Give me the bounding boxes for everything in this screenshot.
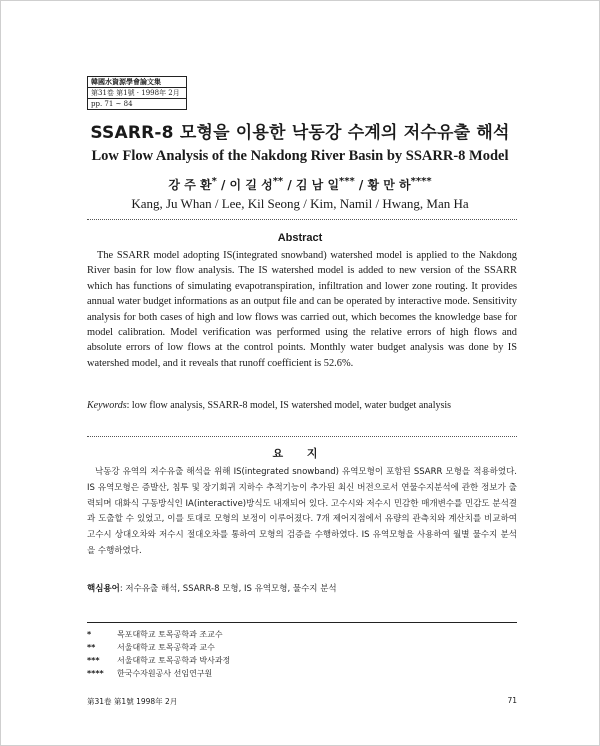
author-mark: * [211,176,217,187]
footnote-mark: **** [87,669,104,678]
footnote-mark: *** [87,656,100,665]
korean-keywords-line [87,582,517,594]
footnote-item [87,654,387,667]
footnote-text: 목포대학교 토목공학과 조교수 [117,630,223,639]
footnote-mark: * [87,630,92,639]
summary-text: 낙동강 유역의 저수유출 해석을 위해 IS(integrated snowband) 유역모형이 포함된 SSARR 모형을 적용하였다. IS 유역모형은 증발산, 침투 및 장기회귀 지하수 추적기능이 추가된 최신 버전으로서 연물수지분석에 관한 정보가 출력되며 대화식 구동방식인 IA(interactive)방식도 내재되어 있다. 고수시와 저수시 민감한 매개변수를 민감도 분석결과 도출할 수 있었고, 이를 토대로 모형의 보정이 이루어졌다. 7개 제어지점에서 유량의 관측치와 계산치를 비교하여 고수시 상대오차와 저수시 절대오차를 통하여 모형의 검증을 수행하였다. IS 유역모형을 사용하여 월별 물수지 분석을 수행하였다. [87,467,517,556]
title-korean: SSARR-8 모형을 이용한 낙동강 수계의 저수유출 해석 [90,123,510,143]
title-english: Low Flow Analysis of the Nakdong River Basin by SSARR-8 Model [91,148,509,164]
footnote-item [87,667,387,680]
author-name: 강 주 환 [168,178,212,192]
journal-name: 韓國水資源學會論文集 [88,77,186,88]
footer-journal-issue: 第31卷 第1號 1998年 2月 [87,697,178,706]
korean-keywords-label: 핵심용어 [87,584,120,594]
keywords-label: Keywords [87,400,127,411]
page-footer [87,696,517,707]
journal-pages: pp. 71 ~ 84 [91,100,133,108]
journal-volume: 第31卷 第1號 · 1998年 2月 [88,88,186,99]
divider-middle [87,436,517,437]
author-separator: / [283,178,296,192]
summary-heading: 요 지 [272,447,328,460]
keywords-line [87,400,517,411]
author-mark: *** [339,176,355,187]
author-separator: / [354,178,368,192]
divider-top [87,219,517,220]
footnote-item [87,641,387,654]
footnotes [87,628,387,680]
footnote-text: 서울대학교 토목공학과 박사과정 [117,656,231,665]
author-mark: ** [272,176,284,187]
abstract-heading: Abstract [277,232,323,244]
footnote-text: 서울대학교 토목공학과 교수 [117,643,215,652]
footnote-rule [87,622,517,623]
footnote-item [87,628,387,641]
author-name: 김 남 일 [295,178,340,192]
footnote-mark: ** [87,643,96,652]
journal-info-box [87,76,187,110]
footnote-text: 한국수자원공사 선임연구원 [117,669,213,678]
author-name: 이 길 성 [229,178,273,192]
author-separator: / [216,178,230,192]
authors-english: Kang, Ju Whan / Lee, Kil Seong / Kim, Namil / Hwang, Man Ha [131,196,469,211]
page-number: 71 [507,696,517,705]
author-mark: **** [410,176,432,187]
authors-korean [0,176,600,193]
keywords-list: : low flow analysis, SSARR-8 model, IS watershed model, water budget analysis [126,400,452,411]
abstract-text: The SSARR model adopting IS(integrated snowband) watershed model is applied to the Nakdong River basin for low flow analysis. The IS watershed model is added to new version of the SSARR which has functions of simulating evapotranspiration, infiltration and lower zone routing. It provides annual water budget informations as an output file and can be operated by interactive mode. Sensitivity analysis for both cases of high and low flows was carried out, which becomes the knowledge base for model calibration. Model verification was performed using the relative errors of high flows and absolute errors of low flows at the control points. Monthly water budget analysis was done by IS watershed model, and it reveals that runoff coefficient is 52.6%. [87,250,517,369]
korean-keywords-list: : 저수유출 해석, SSARR-8 모형, IS 유역모형, 물수지 분석 [119,584,337,594]
author-name: 황 만 하 [367,178,411,192]
